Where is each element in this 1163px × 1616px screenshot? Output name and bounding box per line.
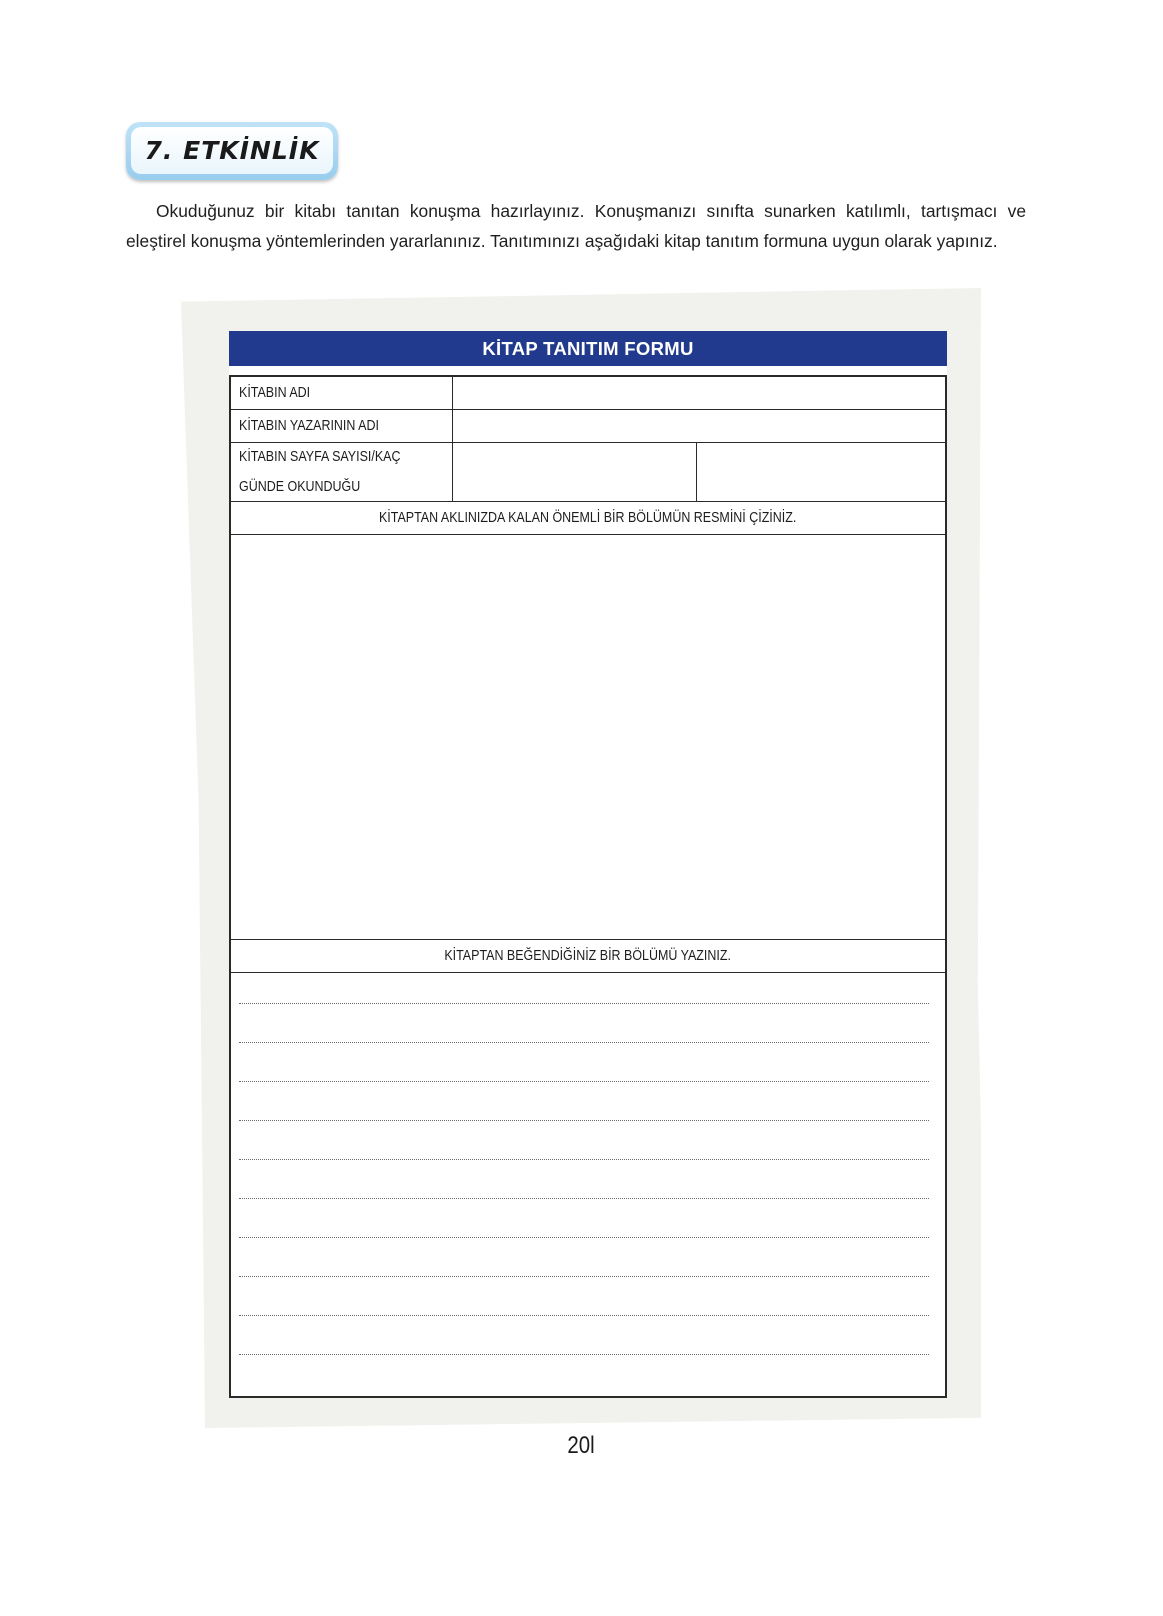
book-review-form <box>229 331 947 1396</box>
row-drawing-prompt <box>231 502 945 535</box>
writing-line[interactable] <box>239 1159 929 1160</box>
label-page-count <box>231 443 453 501</box>
input-author-name[interactable] <box>453 410 945 442</box>
intro-paragraph: Okuduğunuz bir kitabı tanıtan konuşma hazırlayınız. Konuşmanızı sınıfta sunarken katılımlı, tartışmacı ve eleştirel konuşma yöntemlerinden yararlanınız. Tanıtımınızı aşağıdaki kitap tanıtım formuna uygun olarak yapınız. <box>126 201 1026 251</box>
form-table <box>229 375 947 1398</box>
writing-prompt: KİTAPTAN BEĞENDİĞİNİZ BİR BÖLÜMÜ YAZINIZ. <box>444 948 732 964</box>
activity-badge-inner <box>131 127 333 174</box>
writing-line[interactable] <box>239 1003 929 1004</box>
writing-line[interactable] <box>239 1042 929 1043</box>
writing-line[interactable] <box>239 1315 929 1316</box>
activity-badge <box>126 122 338 180</box>
label-page-count-line1: KİTABIN SAYFA SAYISI/KAÇ <box>239 449 401 465</box>
row-writing-prompt <box>231 940 945 973</box>
writing-line[interactable] <box>239 1198 929 1199</box>
drawing-area[interactable] <box>231 535 945 940</box>
writing-line[interactable] <box>239 1276 929 1277</box>
writing-line[interactable] <box>239 1120 929 1121</box>
writing-line[interactable] <box>239 1237 929 1238</box>
input-days-read[interactable] <box>697 443 945 501</box>
input-page-count[interactable] <box>453 443 697 501</box>
row-page-count <box>231 443 945 502</box>
label-book-name: KİTABIN ADI <box>231 377 453 409</box>
row-author-name <box>231 410 945 443</box>
drawing-prompt: KİTAPTAN AKLINIZDA KALAN ÖNEMLİ BİR BÖLÜMÜN RESMİNİ ÇİZİNİZ. <box>379 510 797 526</box>
form-header: KİTAP TANITIM FORMU <box>229 331 947 366</box>
page-number: 20l <box>567 1432 596 1459</box>
writing-line[interactable] <box>239 1354 929 1355</box>
row-book-name <box>231 377 945 410</box>
input-book-name[interactable] <box>453 377 945 409</box>
writing-line[interactable] <box>239 1081 929 1082</box>
writing-area[interactable] <box>231 973 945 1396</box>
label-author-name: KİTABIN YAZARININ ADI <box>231 410 453 442</box>
activity-title: 7. ETKİNLİK <box>144 136 320 165</box>
label-page-count-line2: GÜNDE OKUNDUĞU <box>239 479 361 495</box>
